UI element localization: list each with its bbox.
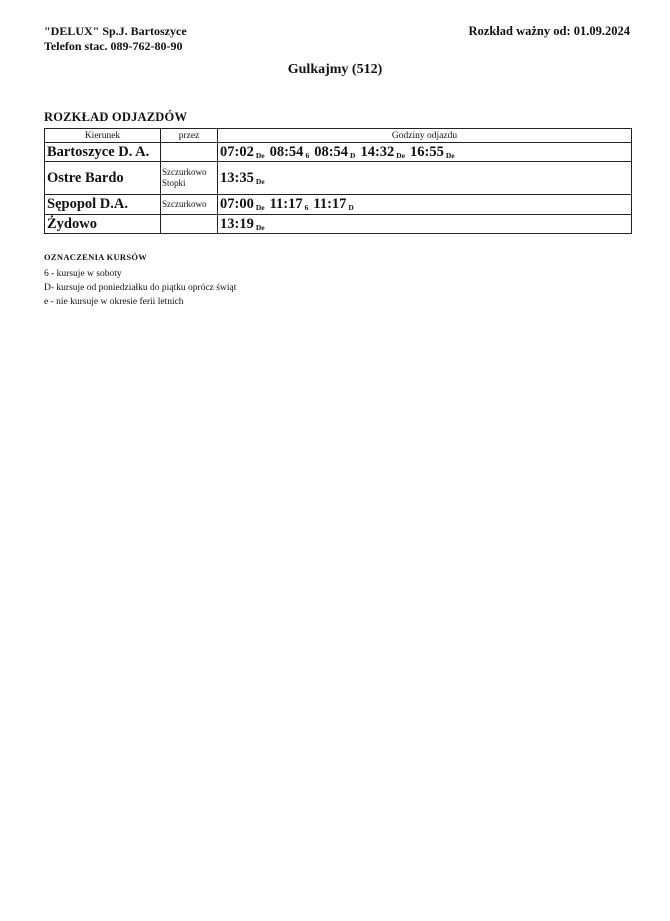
table-row bbox=[45, 215, 632, 234]
legend-title: OZNACZENIA KURSÓW bbox=[44, 252, 148, 262]
departure-time bbox=[410, 144, 455, 161]
departure-time-value: 16:55 bbox=[410, 143, 444, 160]
course-code: D bbox=[350, 150, 356, 160]
legend-item: D- kursuje od poniedziałku do piątku oprócz świąt bbox=[44, 283, 237, 293]
course-code: D bbox=[348, 203, 354, 212]
table-body bbox=[45, 143, 632, 234]
departure-time bbox=[360, 144, 405, 161]
departure-times-cell bbox=[218, 195, 632, 215]
departure-time bbox=[220, 216, 265, 233]
direction-cell: Ostre Bardo bbox=[45, 162, 161, 195]
via-cell bbox=[161, 162, 218, 195]
departure-time-value: 14:32 bbox=[360, 143, 395, 160]
departure-times-cell bbox=[218, 162, 632, 195]
column-header-times: Godziny odjazdu bbox=[218, 129, 632, 143]
legend-item: e - nie kursuje w okresie ferii letnich bbox=[44, 297, 184, 307]
departure-time bbox=[314, 144, 355, 161]
table-header-row bbox=[45, 129, 632, 143]
direction-cell: Bartoszyce D. A. bbox=[45, 143, 161, 162]
direction-cell: Sępopol D.A. bbox=[45, 195, 161, 215]
course-code: De bbox=[255, 222, 265, 232]
departure-time bbox=[313, 196, 353, 213]
departure-time-value: 08:54 bbox=[269, 143, 304, 160]
course-code: 6 bbox=[305, 150, 310, 160]
valid-from: Rozkład ważny od: 01.09.2024 bbox=[468, 24, 630, 38]
departure-time-value: 11:17 bbox=[269, 196, 303, 212]
company-phone: Telefon stac. 089-762-80-90 bbox=[44, 39, 183, 53]
legend-item: 6 - kursuje w soboty bbox=[44, 269, 122, 279]
departure-time-value: 13:35 bbox=[220, 169, 254, 186]
legend bbox=[44, 250, 236, 309]
company-name: "DELUX" Sp.J. Bartoszyce bbox=[44, 24, 187, 38]
via-cell bbox=[161, 195, 218, 215]
departure-times-cell bbox=[218, 215, 632, 234]
course-code: 6 bbox=[304, 203, 309, 212]
departure-time bbox=[220, 170, 265, 187]
departure-table bbox=[44, 128, 632, 234]
table-row bbox=[45, 162, 632, 195]
course-code: De bbox=[255, 150, 265, 160]
course-code: De bbox=[255, 203, 265, 212]
column-header-direction: Kierunek bbox=[45, 129, 161, 143]
course-code: De bbox=[396, 150, 406, 160]
departure-time-value: 08:54 bbox=[314, 143, 349, 160]
via-stop: Stopki bbox=[162, 178, 186, 188]
departure-time-value: 07:00 bbox=[220, 196, 254, 212]
departure-time bbox=[270, 196, 309, 213]
direction-cell: Żydowo bbox=[45, 215, 161, 234]
departure-time-value: 07:02 bbox=[220, 143, 254, 160]
column-header-via: przez bbox=[161, 129, 218, 143]
company-info bbox=[44, 24, 187, 54]
departure-time-value: 13:19 bbox=[220, 215, 254, 232]
via-cell bbox=[161, 215, 218, 234]
via-stop: Szczurkowo bbox=[162, 199, 207, 209]
table-row bbox=[45, 195, 632, 215]
via-cell bbox=[161, 143, 218, 162]
departure-time bbox=[220, 144, 265, 161]
departure-times-cell bbox=[218, 143, 632, 162]
departure-time-value: 11:17 bbox=[313, 196, 347, 212]
via-stop: Szczurkowo bbox=[162, 167, 207, 177]
section-title: ROZKŁAD ODJAZDÓW bbox=[44, 110, 188, 124]
course-code: De bbox=[255, 176, 265, 186]
table-row bbox=[45, 143, 632, 162]
stop-title: Gulkajmy (512) bbox=[287, 62, 383, 77]
departure-time bbox=[220, 196, 265, 213]
departure-time bbox=[270, 144, 310, 161]
course-code: De bbox=[445, 150, 455, 160]
